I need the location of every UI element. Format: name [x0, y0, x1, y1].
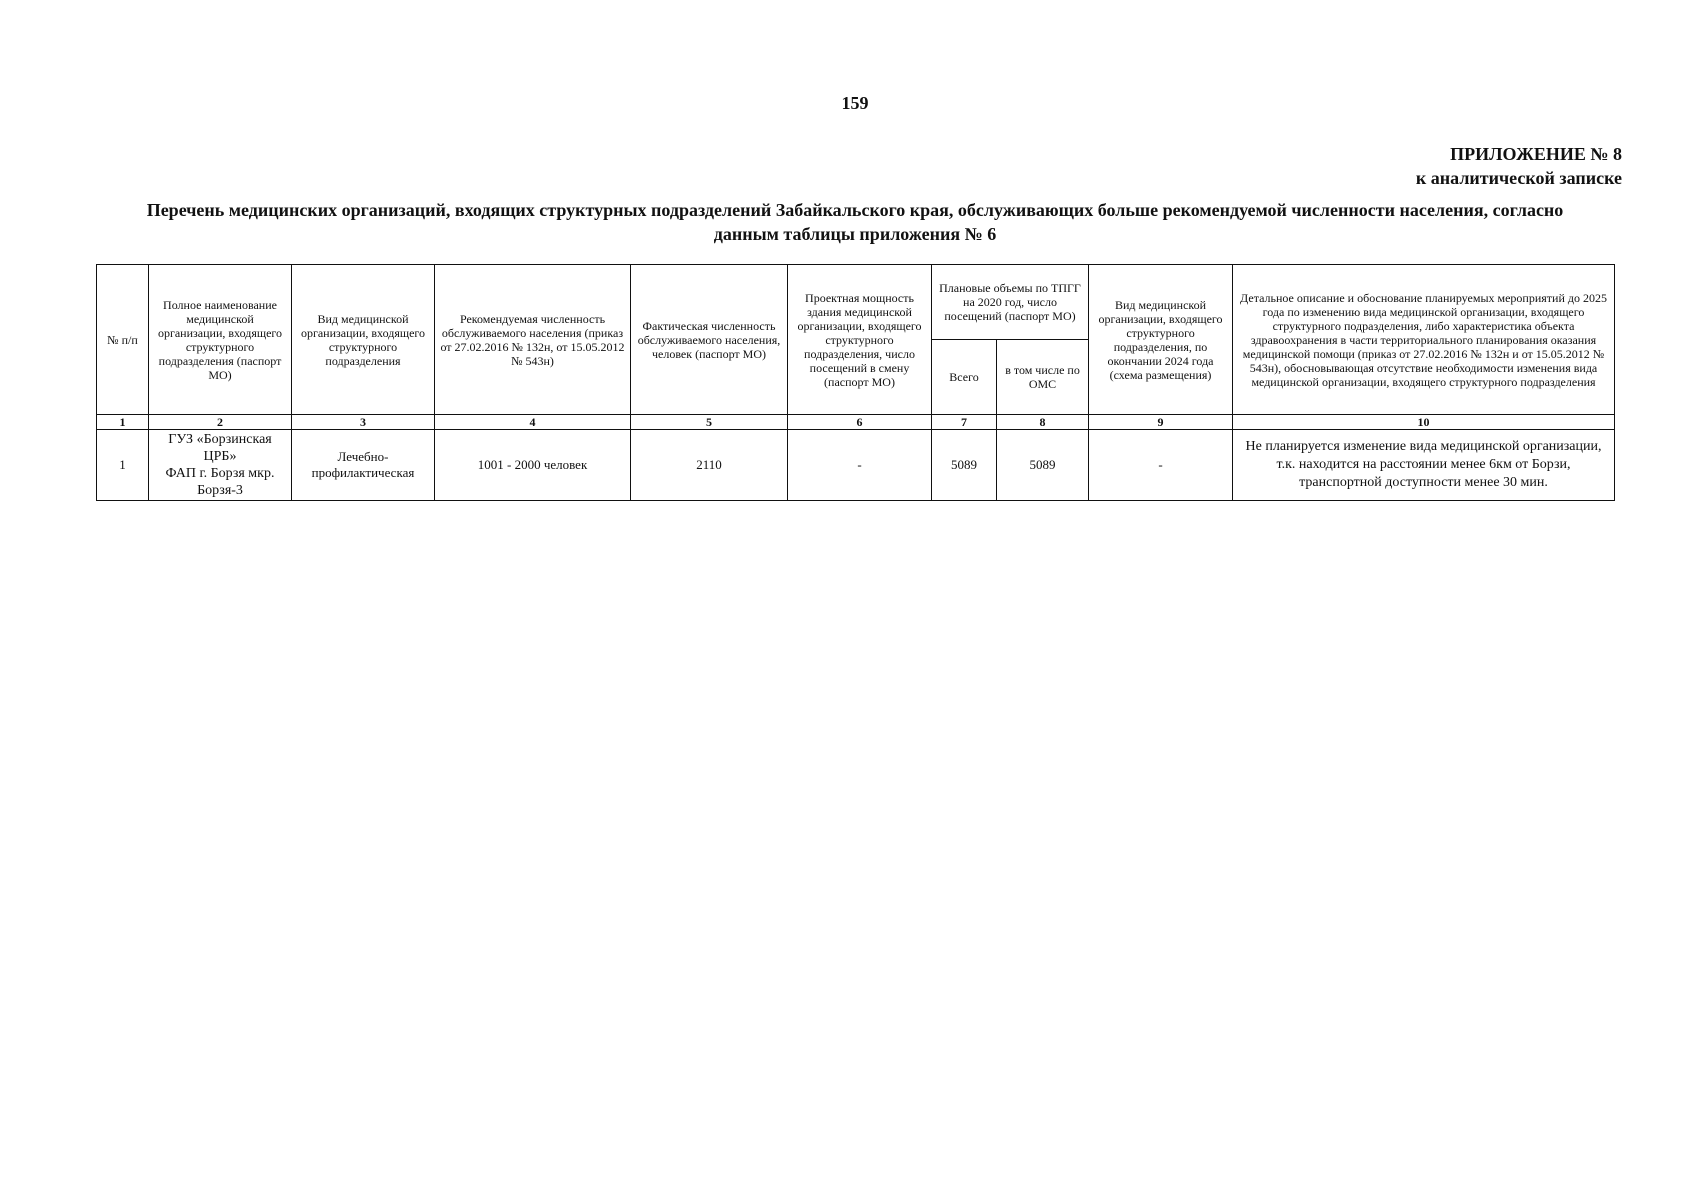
column-number: 8 — [997, 415, 1089, 430]
column-number: 3 — [292, 415, 435, 430]
header-design-capacity: Проектная мощность здания медицинской организации, входящего структурного подразделения, число посещений в смену (паспорт МО) — [788, 265, 932, 415]
appendix-heading — [1416, 142, 1622, 190]
page-number: 159 — [841, 93, 869, 113]
column-number-row — [97, 415, 1615, 430]
document-title-line-2: данным таблицы приложения № 6 — [713, 224, 997, 244]
header-oms: в том числе по ОМС — [997, 340, 1089, 415]
document-title — [100, 198, 1610, 246]
description: Не планируется изменение вида медицинской организации, т.к. находится на расстоянии менее 6км от Борзи, транспортной доступности менее 30 мин. — [1233, 430, 1615, 501]
appendix-subtitle: к аналитической записке — [1415, 168, 1622, 188]
header-actual-population: Фактическая численность обслуживаемого населения, человек (паспорт МО) — [631, 265, 788, 415]
header-org-type-2024: Вид медицинской организации, входящего структурного подразделения, по окончании 2024 года (схема размещения) — [1089, 265, 1233, 415]
header-recommended-population: Рекомендуемая численность обслуживаемого населения (приказ от 27.02.2016 № 132н, от 15.05.2012 № 543н) — [435, 265, 631, 415]
column-number: 5 — [631, 415, 788, 430]
organization-name-line-1: ГУЗ «Борзинская ЦРБ» — [168, 432, 272, 464]
header-number: № п/п — [97, 265, 149, 415]
organizations-table — [96, 264, 1615, 501]
column-number: 7 — [932, 415, 997, 430]
column-number: 10 — [1233, 415, 1615, 430]
row-number: 1 — [97, 430, 149, 501]
recommended-population: 1001 - 2000 человек — [435, 430, 631, 501]
header-org-type: Вид медицинской организации, входящего структурного подразделения — [292, 265, 435, 415]
planned-total: 5089 — [932, 430, 997, 501]
header-full-name: Полное наименование медицинской организации, входящего структурного подразделения (паспорт МО) — [149, 265, 292, 415]
organization-name-line-2: ФАП г. Борзя мкр. Борзя-3 — [165, 466, 275, 498]
organization-type-2024: - — [1089, 430, 1233, 501]
organization-name — [149, 430, 292, 501]
appendix-title: ПРИЛОЖЕНИЕ № 8 — [1450, 144, 1622, 164]
column-number: 1 — [97, 415, 149, 430]
column-number: 4 — [435, 415, 631, 430]
column-number: 2 — [149, 415, 292, 430]
column-number: 9 — [1089, 415, 1233, 430]
organization-type: Лечебно-профилактическая — [292, 430, 435, 501]
header-planned-volumes: Плановые объемы по ТПГГ на 2020 год, число посещений (паспорт МО) — [932, 265, 1089, 340]
actual-population: 2110 — [631, 430, 788, 501]
header-description: Детальное описание и обоснование планируемых мероприятий до 2025 года по изменению вида медицинской организации, входящего структурного подразделения, либо характеристика объекта здравоохранения в части территориального планирования оказания медицинской помощи (приказ от 27.02.2016 № 132н и от 15.05.2012 № 543н), обосновывающая отсутствие необходимости изменения вида медицинской организации, входящего структурного подразделения — [1233, 265, 1615, 415]
planned-oms: 5089 — [997, 430, 1089, 501]
header-total: Всего — [932, 340, 997, 415]
document-title-line-1: Перечень медицинских организаций, входящих структурных подразделений Забайкальского края, обслуживающих больше рекомендуемой численности населения, согласно — [146, 200, 1564, 220]
table-row — [97, 430, 1615, 501]
table-header-row — [97, 265, 1615, 340]
column-number: 6 — [788, 415, 932, 430]
design-capacity: - — [788, 430, 932, 501]
